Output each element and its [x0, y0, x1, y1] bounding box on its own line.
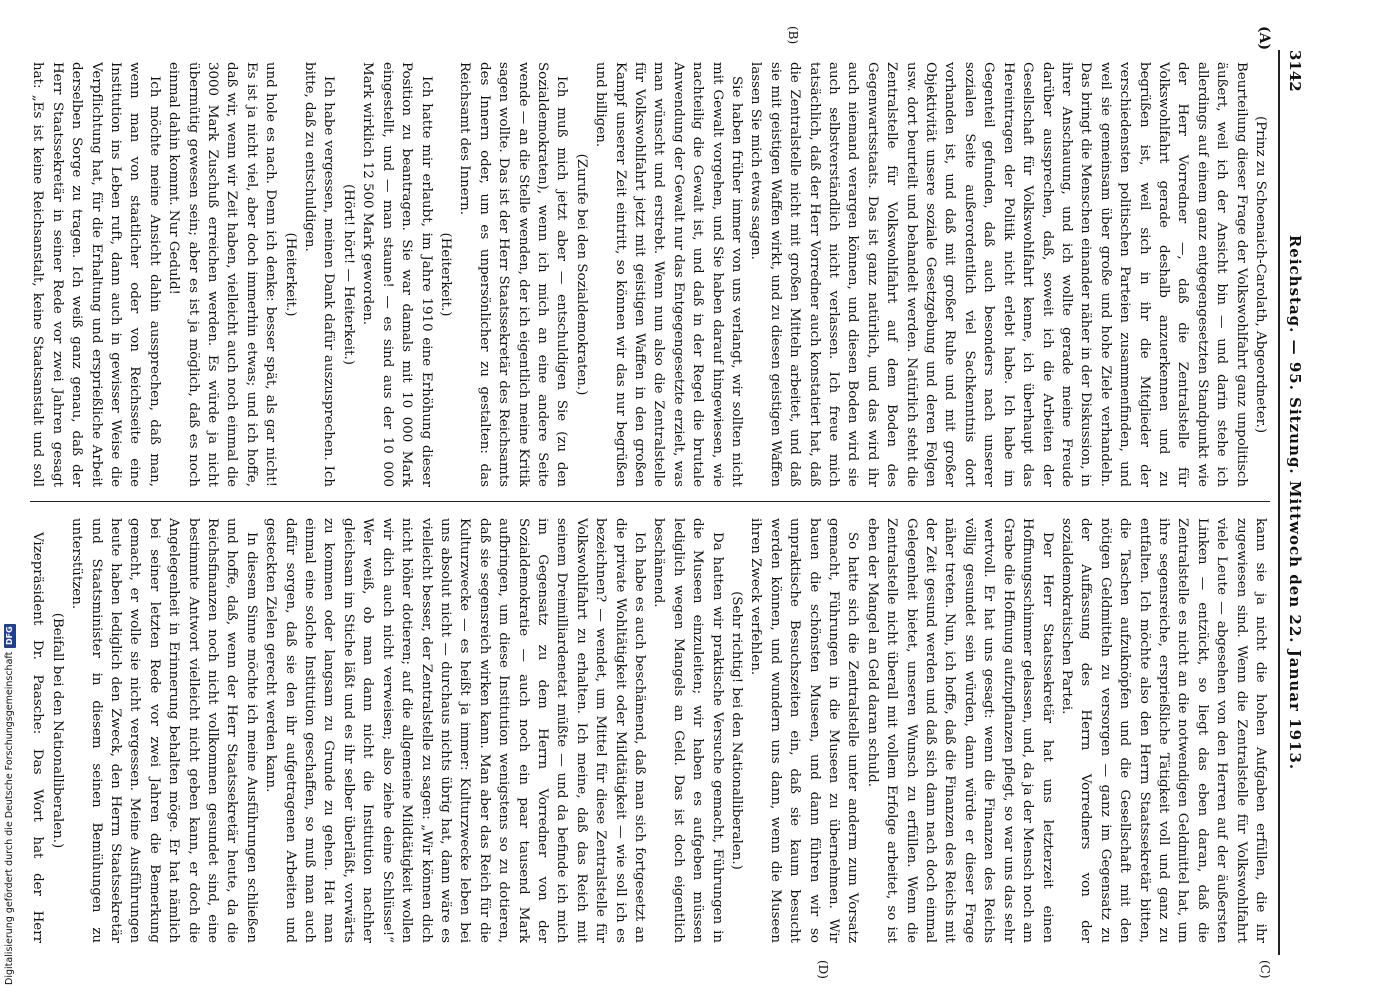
interjection: (Zurufe bei den Sozialdemokraten.) — [573, 153, 589, 396]
paragraph: Der Herr Staatssekretär hat uns letzterzeit einen Hoffnungsschimmer gelassen, und, da ja der Mensch noch am Grabe die Hoffnung aufzupflanzen pflegt, so war uns das sehr wertvoll. Er hat uns gesagt: wenn die Finanzen des Reichs völlig gesundet sein würden, dann würde er dieser Frage näher treten. Nun, ich hoffe, daß die Finanzen des Reichs mit der Zeit gesund werden und daß sich dann nach doch einmal Gelegenheit bietet, unseren Wunsch zu erfüllen. Wenn die Zentralstelle nicht überall mit vollem Erfolge arbeitet, so ist eben der Mangel an Geld daran schuld. — [864, 518, 1055, 943]
paragraph: und hole es nach. Denn ich denke: besser spät, als gar nicht! Es ist ja nicht viel, aber doch immerhin etwas; und ich hoffe, daß wir, wenn wir Zeit haben, vielleicht auch noch einmal die 3000 Mark Zuschuß erreichen werden. Es würde ja nicht übermütig gewesen sein; aber es ist ja möglich, daß es noch einmal dahin kommt. Nur Geduld! — [166, 62, 279, 487]
speaker-announcement: Vizepräsident Dr. Paasche: Das Wort hat der Herr — [30, 532, 46, 943]
page-title: Reichstag. — 95. Sitzung. Mittwoch den 22. Januar 1913. — [1286, 234, 1304, 771]
column-divider — [30, 501, 1270, 502]
left-column — [30, 62, 1270, 487]
document-page — [20, 26, 1310, 979]
paragraph: In diesem Sinne möchte ich meine Ausführungen schließen und hoffe, daß, wenn der Herr Staatssekretär heute, da die Reichsfinanzen noch nicht vollkommen gesundet sind, eine bestimmte Antwort vielleicht nicht geben kann, er doch die Angelegenheit in Erinnerung behalten möge. Er hat nämlich bei seiner letzten Rede vor zwei Jahren die Bemerkung gemacht, er wolle sie nicht vergessen. Meine Ausführungen heute haben lediglich den Zweck, den Herrn Staatssekretär und Staatsminister in diesem seinen Bemühungen zu unterstützen. — [69, 518, 259, 943]
page-number: 3142 — [1286, 50, 1304, 92]
interjection: (Hört! hört! — Heiterkeit.) — [340, 184, 356, 365]
paragraph: Sie haben früher immer von uns verlangt, wir sollten nicht mit Gewalt vorgehen, und Sie haben darauf hingewiesen, wie nachteilig die Gewalt ist, und daß in der Regel die brutale Anwendung der Gewalt nur das Entgegengesetzte erzielt, was man wünscht und erstrebt. Wenn nun also die Zentralstelle für Volkswohlfahrt jetzt mit geistigen Waffen in den großen Kampf unserer Zeit eintritt, so können wir das nur begrüßen und billigen. — [593, 62, 745, 487]
interjection: (Heiterkeit.) — [437, 232, 453, 317]
interjection: (Heiterkeit.) — [282, 232, 298, 317]
funding-note: Digitalisierung gefördert durch die Deutsche Forschungsgemeinschaft — [4, 651, 15, 985]
interjection: (Sehr richtig! bei den Nationalliberalen.) — [729, 591, 745, 870]
page-header — [1278, 50, 1310, 955]
paragraph: Ich habe es auch beschämend, daß man sich fortgesetzt an die private Wohltätigkeit oder Mildtätigkeit — wie soll ich es bezeichnen? — wendet, um Mittel für diese Zentralstelle für Volkswohlfahrt zu erhalten. Ich meine, daß das Reich mit seinem Dreimilliardenetat müßte — und da befinde ich mich im Gegensatz zu dem Herrn Vorredner von der Sozialdemokratie — auch noch ein paar tausend Mark aufbringen, um diese Institution wenigstens so zu dotieren, daß sie segensreich wirken kann. Man aber das Reich für die Kulturzwecke — es heißt ja immer: Kulturzwecke leben bei uns absolut nicht — durchaus nichts übrig hat, dann wäre es vielleicht besser, der Zentralstelle zu sagen: „Wir können dich nicht höher dotieren; auf die allgemeine Mildtätigkeit wollen wir dich auch nicht verweisen; also ziehe deine Schlüsse!“ Wer weiß, ob man dann nicht die Institution nachher gleichsam im Stiche läßt und es ihr selber überläßt, vorwärts zu kommen oder langsam zu Grunde zu gehen. Hat man einmal eine solche Institution geschaffen, so muß man auch dafür sorgen, daß sie den ihr aufgetragenen Arbeiten und gesteckten Zielen gerecht werden kann. — [263, 518, 647, 943]
margin-letter-d: (D) — [816, 960, 830, 979]
right-column — [30, 518, 1270, 943]
speaker-note: (Prinz zu Schoenaich-Carolath, Abgeordneter.) — [1253, 115, 1268, 434]
interjection: (Beifall bei den Nationalliberalen.) — [49, 612, 65, 849]
margin-letter-c: (C) — [1258, 960, 1272, 979]
paragraph: Ich möchte meine Ansicht dahin aussprechen, daß man, wenn man von staatlicher oder von Reichsseite eine Institution ins Leben ruft, dann auch in gewisser Weise die Verpflichtung hat, für die Erhaltung und ersprießliche Arbeit derselben Sorge zu tragen. Ich weiß ganz genau, daß der Herr Staatssekretär in seiner Rede vor zwei Jahren gesagt hat: „Es ist keine Reichsanstalt, keine Staatsanstalt und soll — [30, 62, 162, 487]
paragraph: So hatte sich die Zentralstelle unter anderm zum Vorsatz gemacht, Führungen in die Museen zu übernehmen. Wir bauen die schönsten Museen, und dann führen wir so unpraktische Besuchszeiten ein, daß sie kaum besucht werden können, und wundern uns dann, wenn die Museen ihren Zweck verfehlen. — [748, 518, 861, 943]
paragraph: Ich hatte mir erlaubt, im Jahre 1910 eine Erhöhung dieser Position zu beantragen. Sie war damals mit 10 000 Mark eingestellt, und — man staune! — es sind aus der 10 000 Mark wirklich 12 500 Mark geworden. — [360, 62, 434, 487]
paragraph: Da hatten wir praktische Versuche gemacht, Führungen in die Museen einzuleiten; wir haben es aufgeben müssen lediglich wegen Mangels an Geld. Das ist doch eigentlich beschämend. — [651, 518, 725, 943]
margin-letter-a: (A) — [1256, 26, 1272, 51]
dfg-logo: DFG — [4, 624, 16, 648]
paragraph: Ich muß mich jetzt aber — entschuldigen Sie (zu den Sozialdemokraten), wenn ich mich an eine andere Seite wende — an die Stelle wenden, der ich eigentlich meine Kritik sagen wollte. Das ist der Herr Staatssekretär des Reichsamts des Innern oder, um es unpersönlicher zu gestalten: das Reichsamt des Innern. — [457, 62, 570, 487]
paragraph: kann sie ja nicht die hohen Aufgaben erfüllen, die ihr zugewiesen sind. Wenn die Zentralstelle für Volkswohlfahrt viele Leute — abgesehen von den Herren auf der äußersten Linken — entzückt, so liegt das eben daran, daß die Zentralstelle es nicht an die notwendigen Geldmittel hat, um ihre segensreiche, ersprießliche Tätigkeit voll und ganz zu entfalten. Ich möchte also den Herrn Staatssekretär bitten, die Taschen aufzuknöpfen und die Gesellschaft mit den nötigen Geldmitteln zu versorgen — ganz im Gegensatz zu der Auffassung des Herrn Vorredners von der sozialdemokratischen Partei. — [1058, 518, 1268, 943]
margin-letter-b: (B) — [786, 26, 800, 45]
funding-strip — [3, 0, 17, 985]
paragraph: Beurteilung dieser Frage der Volkswohlfahrt ganz unpolitisch äußert, weil ich der Ansicht bin — und darin stehe ich allerdings auf einem ganz entgegengesetzten Standpunkt wie der Herr Vorredner —, daß die Zentralstelle für Volkswohlfahrt gerade deshalb anzuerkennen und zu begrüßen ist, weil sich in ihr die Mitglieder der verschiedensten politischen Parteien zusammenfinden, und weil sie gemeinsam über große und hohe Ziele verhandeln. Das bringt die Menschen einander näher in der Diskussion, in ihrer Anschauung, und ich wollte gerade meine Freude darüber aussprechen, daß, soweit ich die Arbeiten der Gesellschaft für Volkswohlfahrt kenne, ich überhaupt das Hereintragen der Politik nicht erlebt habe. Ich habe im Gegenteil gefunden, daß auch besonders nach unserer sozialen Seite außerordentlich viel Sachkenntnis dort vorhanden ist, und daß mit großer Ruhe und mit großer Objektivität unsere soziale Gesetzgebung und deren Folgen usw. dort beurteilt und behandelt werden. Natürlich steht die Zentralstelle für Volkswohlfahrt auf dem Boden des Gegenwartsstaats. Das ist ganz natürlich, und das wird ihr auch niemand verargen können, und diesen Boden wird sie auch selbstverständlich nicht verlassen. Ich freue mich tatsächlich, daß der Herr Vorredner auch konstatiert hat, daß die Zentralstelle nicht mit großen Mitteln arbeitet, und daß sie mit geistigen Waffen wirkt, und zu diesen geistigen Waffen lassen Sie mich etwas sagen. — [748, 62, 1249, 487]
paragraph: Ich habe vergessen, meinen Dank dafür auszusprechen. Ich bitte, daß zu entschuldigen. — [302, 62, 337, 487]
